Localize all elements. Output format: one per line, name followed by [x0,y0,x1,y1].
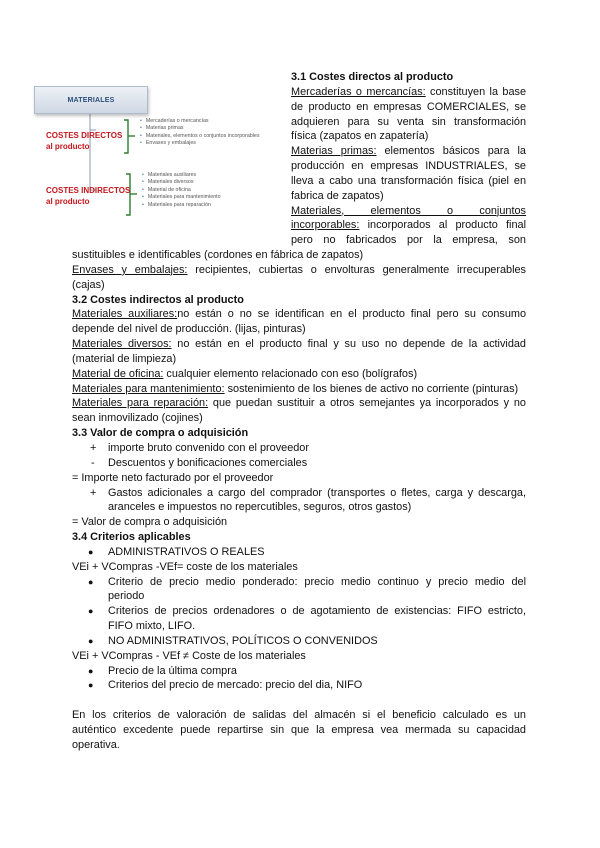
plus-marker: + [90,441,97,454]
text-line [72,263,526,278]
definition: elementos básicos para la [376,145,526,158]
bullet-icon: ● [88,606,94,617]
bullet-item [72,575,526,590]
text-line: de producto en empresas COMERCIALES, se [291,100,526,113]
item-text: Criterios de precios ordenadores o de agotamiento de existencias: FIFO estricto, [108,605,526,618]
section-3-1-column [291,70,526,248]
direct-label-line2: al producto [46,142,90,151]
indirect-items-list [142,172,221,209]
list-item: • Materiales diversos [142,179,221,186]
direct-items-list [140,118,260,148]
direct-costs-label [46,130,122,152]
bullet-item [72,545,526,560]
bullet-item [72,604,526,619]
plus-item [72,441,526,456]
plus-item [72,486,526,501]
item-text: Descuentos y bonificaciones comerciales [108,456,308,469]
item-text: NO ADMINISTRATIVOS, POLÍTICOS O CONVENIDOS [108,634,378,647]
text-line [72,382,526,397]
text-line: producción en empresas INDUSTRIALES, se [291,160,526,173]
list-item: • Materiales, elementos o conjuntos incorporables [140,133,260,140]
text-line: adquieren para su venta sin transformación [291,115,526,128]
text-line: depende del nivel de producción. (lijas, pinturas) [72,323,306,336]
main-body [72,248,526,753]
text-line [291,218,526,233]
bullet-icon: ● [88,635,94,646]
term: Envases y embalajes: [72,263,188,276]
term: Mercaderías o mercancías: [291,85,426,98]
item-text: importe bruto convenido con el proveedor [108,441,309,454]
indirect-label-line2: al producto [46,197,90,206]
bullet-icon: ● [88,680,94,691]
text-line [72,396,526,411]
formula-line: VEi + VCompras -VEf= coste de los materiales [72,560,298,573]
text-line: = Valor de compra o adquisición [72,516,228,529]
definition: incorporados al producto final [359,219,526,232]
term: incorporables: [291,219,360,232]
term: Materiales para reparación: [72,397,209,410]
list-item: • Material de oficina [142,187,221,194]
term: Materiales diversos: [72,338,172,351]
list-item: • Materiales auxiliares [142,172,221,179]
bullet-icon: ● [88,576,94,587]
term: Material de oficina: [72,367,164,380]
item-text: Criterios del precio de mercado: precio del dia, NIFO [108,679,363,692]
definition: no están o no se identifican en el producto final pero su consumo [177,308,527,321]
materiales-box: MATERIALES [34,86,148,114]
formula-line: VEi + VCompras - VEf ≠ Coste de los materiales [72,649,306,662]
indirect-costs-label [46,185,130,207]
text-line: (material de limpieza) [72,352,177,365]
closing-line: auténtico excedente puede repartirse sin que la empresa vea mermada su capacidad [72,724,526,736]
list-item: • Envases y embalajes [140,140,260,147]
definition: que puedan sustituir a otros semejantes ya incorporados y no [208,397,526,410]
list-item: • Materias primas [140,125,260,132]
text-line: = Importe neto facturado por el proveedor [72,471,274,484]
text-line: lleva a cabo una transformación física (piel en [291,174,526,187]
definition: sostenimiento de los bienes de activo no corriente (pinturas) [224,382,519,395]
text-line: sustituibles e identificables (cordones en fábrica de zapatos) [72,249,364,261]
item-text: Precio de la última compra [108,664,237,677]
definition: cualquier elemento relacionado con eso (bolígrafos) [163,367,418,380]
item-text: Criterio de precio medio ponderado: precio medio continuo y precio medio del [108,575,526,588]
bullet-item [72,664,526,679]
item-text: ADMINISTRATIVOS O REALES [108,545,265,558]
item-text: Gastos adicionales a cargo del comprador (transportes o fletes, carga y descarga, [108,486,526,499]
definition: no están en el producto final y su uso no depende de la actividad [171,338,526,351]
section-3-2-heading: 3.2 Costes indirectos al producto [72,293,244,306]
spacer [72,693,526,708]
closing-line: operativa. [72,738,120,751]
text-line: (cajas) [72,278,105,291]
bullet-item [72,634,526,649]
text-line: Materiales, elementos o conjuntos [291,204,526,217]
bullet-icon: ● [88,665,94,676]
direct-label-line1: COSTES DIRECTOS [46,131,123,140]
term: Materiales auxiliares: [72,308,178,321]
definition: recipientes, cubiertas o envolturas generalmente irrecuperables [187,263,526,276]
materials-diagram [20,82,282,222]
text-line [291,85,526,100]
section-3-4-heading: 3.4 Criterios aplicables [72,531,191,544]
text-line [72,367,526,382]
term: Materias primas: [291,145,377,158]
text-line: aranceles e impuestos no repercutibles, seguros, otros gastos) [108,501,412,514]
text-line: física (zapatos en zapatería) [291,130,429,143]
bullet-item [72,678,526,693]
text-line [291,144,526,159]
list-item: • Materiales para mantenimiento [142,194,221,201]
text-line: fabrica de zapatos) [291,189,384,202]
definition: constituyen la base [425,85,527,98]
section-3-3-heading: 3.3 Valor de compra o adquisición [72,427,249,440]
indirect-label-line1: COSTES INDIRECTOS [46,186,131,195]
term: Materiales para mantenimiento: [72,382,225,395]
text-line: FIFO mixto, LIFO. [108,620,196,633]
list-item: • Materiales para reparación [142,202,221,209]
minus-item [72,456,526,471]
section-3-1-heading: 3.1 Costes directos al producto [291,71,454,83]
list-item: • Mercaderías o mercancías [140,118,260,125]
text-line [72,307,526,322]
plus-marker: + [90,486,97,499]
closing-line: En los criterios de valoración de salidas del almacén si el beneficio calculado es un [72,709,526,722]
text-line: periodo [108,590,145,603]
text-line: pero no fabricados por la empresa, son [291,234,526,247]
minus-marker: - [91,456,95,469]
text-line: sean inmovilizado (cojines) [72,412,203,425]
bullet-icon: ● [88,546,94,557]
text-line [72,337,526,352]
